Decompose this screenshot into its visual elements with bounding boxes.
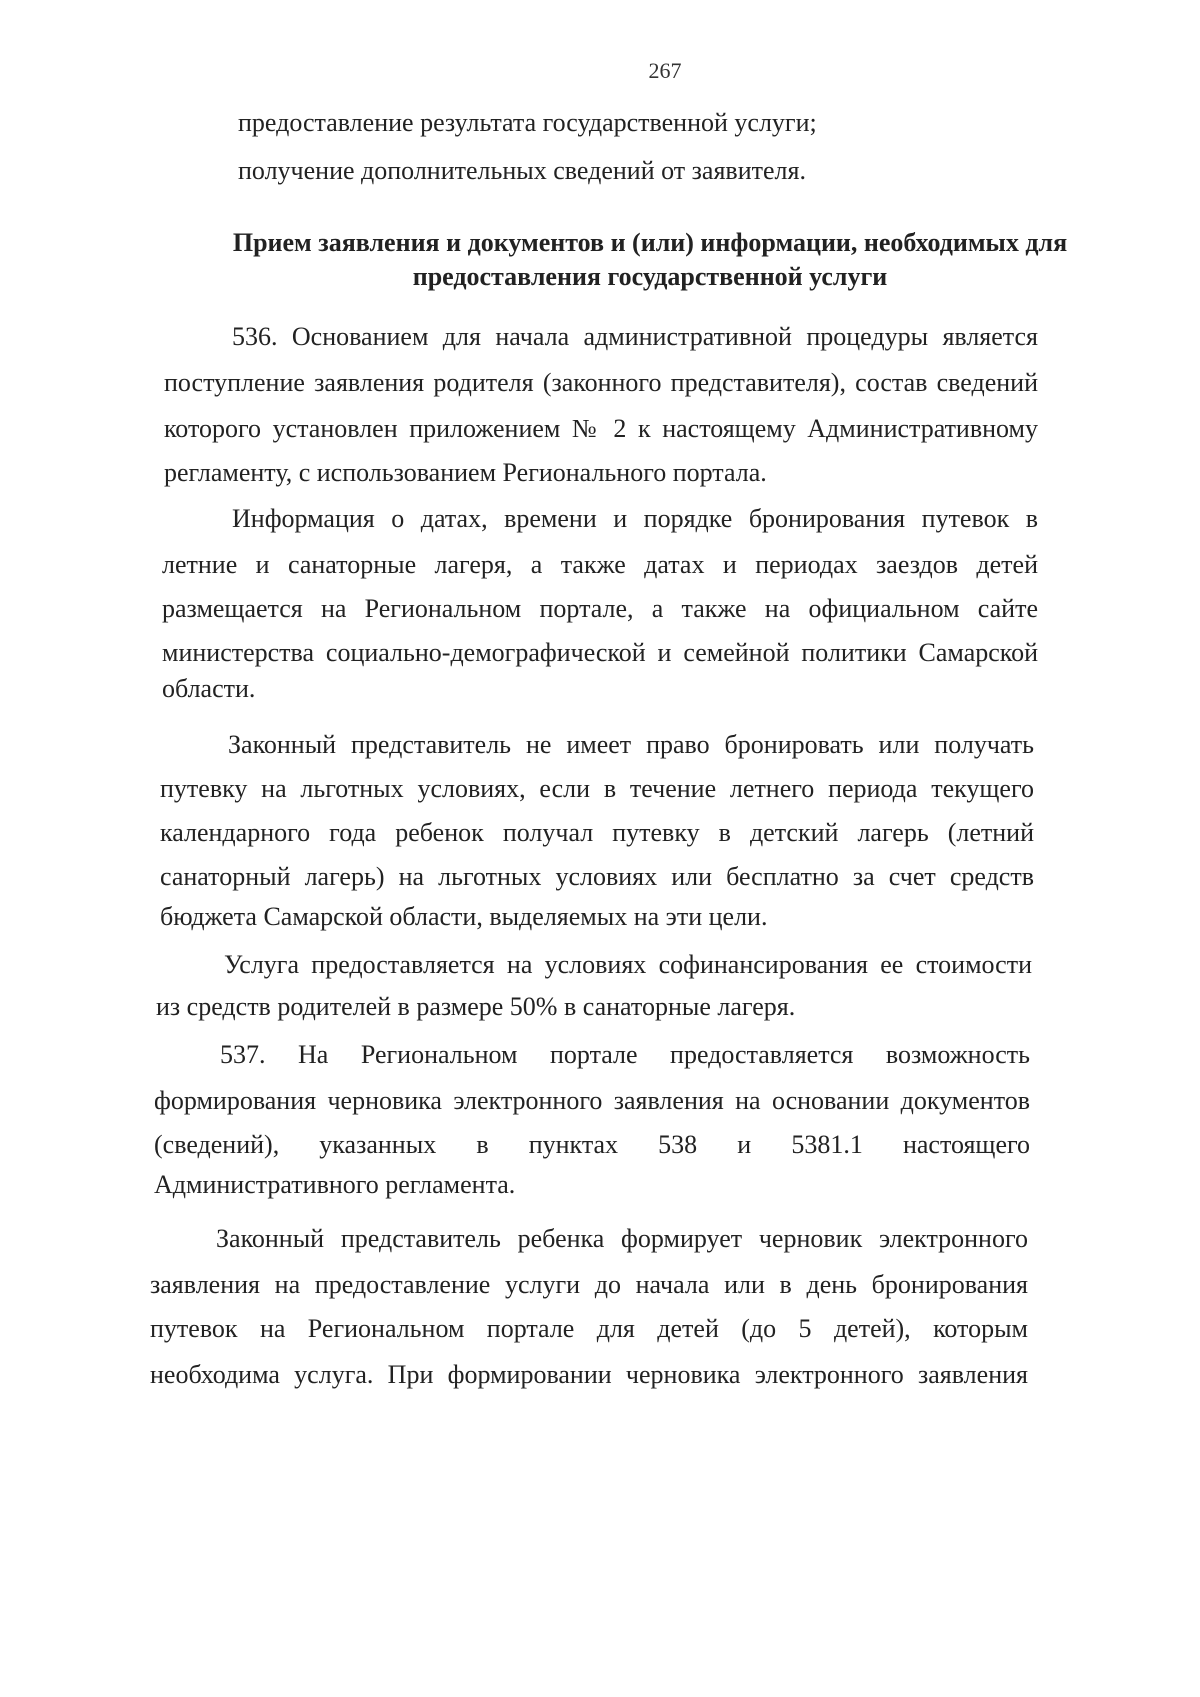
paragraph-line: заявления на предоставление услуги до начала или в день бронирования bbox=[150, 1270, 1028, 1299]
paragraph-line: которого установлен приложением № 2 к настоящему Административному bbox=[164, 414, 1038, 443]
paragraph-line: календарного года ребенок получал путевку в детский лагерь (летний bbox=[160, 818, 1034, 847]
intro-line: получение дополнительных сведений от заявителя. bbox=[238, 156, 806, 185]
paragraph-line: области. bbox=[162, 674, 256, 703]
intro-line: предоставление результата государственной услуги; bbox=[238, 108, 817, 137]
paragraph-line: Информация о датах, времени и порядке бронирования путевок в bbox=[232, 504, 1038, 533]
paragraph-line: регламенту, с использованием Регионального портала. bbox=[164, 458, 767, 487]
paragraph-line: Законный представитель не имеет право бронировать или получать bbox=[228, 730, 1034, 759]
paragraph-line: летние и санаторные лагеря, а также датах и периодах заездов детей bbox=[162, 550, 1038, 579]
paragraph-line: необходима услуга. При формировании черновика электронного заявления bbox=[150, 1360, 1028, 1389]
paragraph-line: поступление заявления родителя (законного представителя), состав сведений bbox=[164, 368, 1038, 397]
paragraph-line: Административного регламента. bbox=[154, 1170, 516, 1199]
section-heading-line: Прием заявления и документов и (или) информации, необходимых для bbox=[232, 228, 1068, 257]
paragraph-line: бюджета Самарской области, выделяемых на эти цели. bbox=[160, 902, 768, 931]
page-number: 267 bbox=[648, 58, 682, 83]
paragraph-line: путевок на Региональном портале для детей (до 5 детей), которым bbox=[150, 1314, 1028, 1343]
paragraph-line: министерства социально-демографической и семейной политики Самарской bbox=[162, 638, 1038, 667]
paragraph-line: из средств родителей в размере 50% в санаторные лагеря. bbox=[156, 992, 796, 1021]
paragraph-line: путевку на льготных условиях, если в течение летнего периода текущего bbox=[160, 774, 1034, 803]
paragraph-line: Законный представитель ребенка формирует черновик электронного bbox=[216, 1224, 1028, 1253]
section-heading-line: предоставления государственной услуги bbox=[412, 262, 888, 291]
paragraph-line: 537. На Региональном портале предоставляется возможность bbox=[220, 1040, 1030, 1069]
paragraph-line: размещается на Региональном портале, а также на официальном сайте bbox=[162, 594, 1038, 623]
paragraph-line: санаторный лагерь) на льготных условиях или бесплатно за счет средств bbox=[160, 862, 1034, 891]
paragraph-line: (сведений), указанных в пунктах 538 и 5381.1 настоящего bbox=[154, 1130, 1030, 1159]
paragraph-line: Услуга предоставляется на условиях софинансирования ее стоимости bbox=[224, 950, 1032, 979]
paragraph-line: формирования черновика электронного заявления на основании документов bbox=[154, 1086, 1030, 1115]
paragraph-line: 536. Основанием для начала административной процедуры является bbox=[232, 322, 1038, 351]
